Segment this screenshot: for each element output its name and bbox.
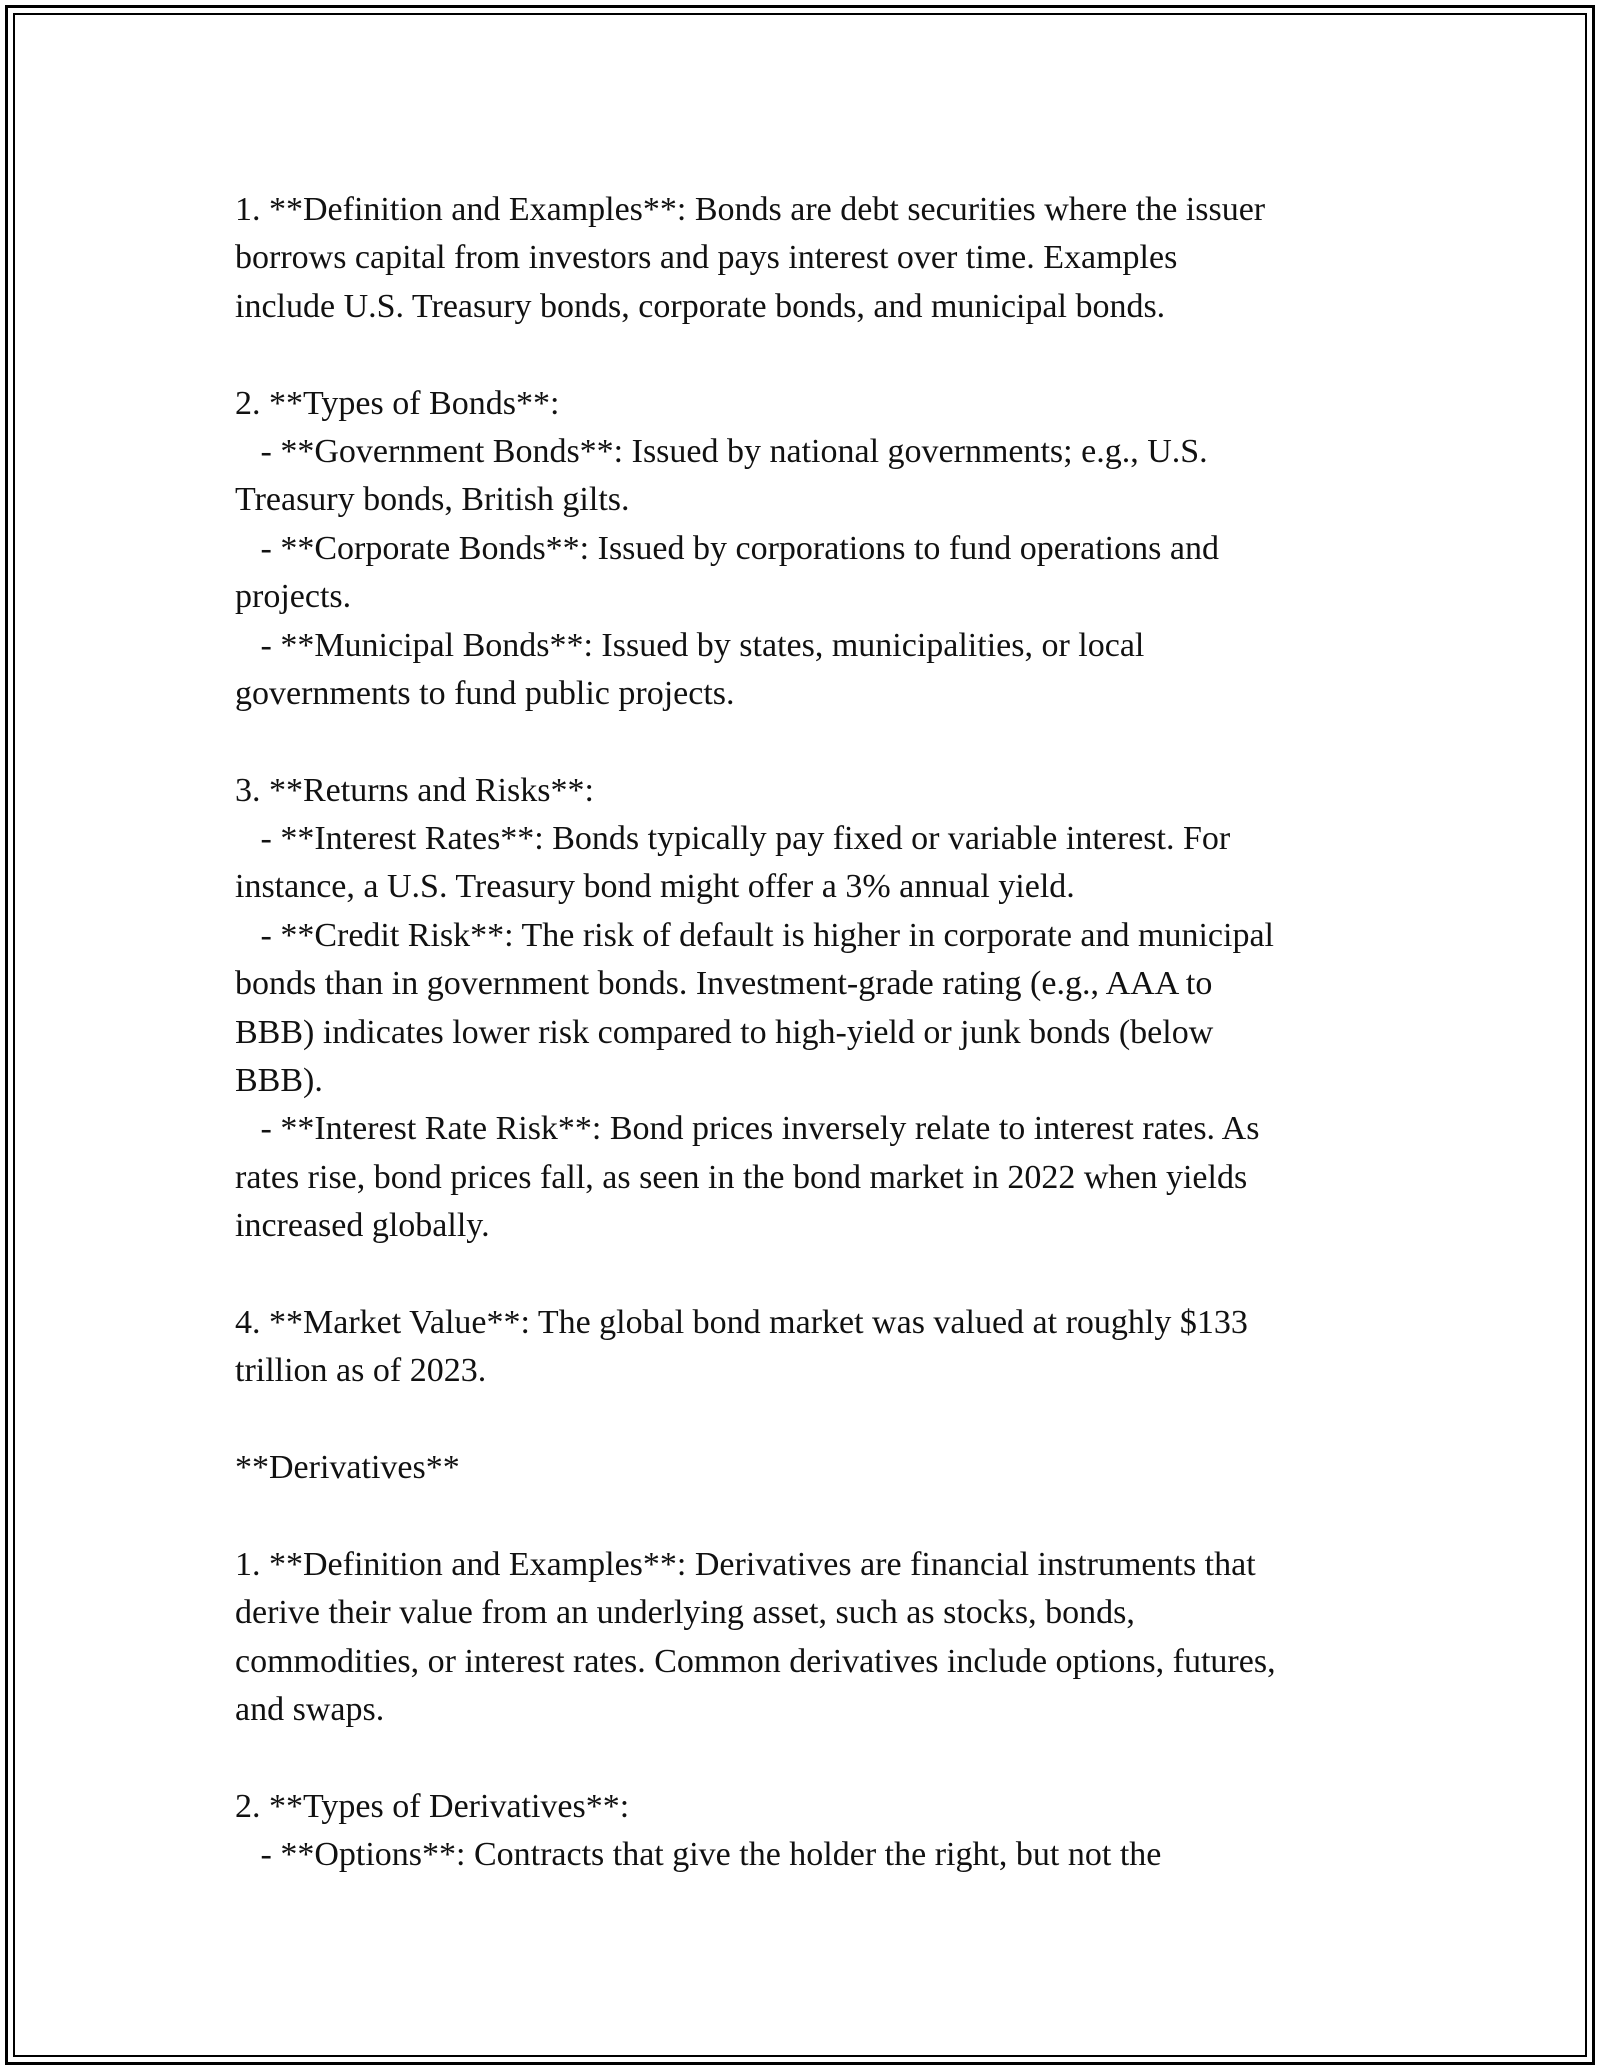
text-line: include U.S. Treasury bonds, corporate bonds, and municipal bonds. [235,287,1166,325]
text-line: - **Credit Risk**: The risk of default is higher in corporate and municipal [235,916,1274,954]
text-line: 3. **Returns and Risks**: [235,771,594,809]
text-line: - **Corporate Bonds**: Issued by corporations to fund operations and [235,529,1219,567]
paragraph-market-value [235,1299,1370,1396]
document-body [235,186,1370,1880]
paragraph-spacer [235,1251,1370,1299]
paragraph-spacer [235,1735,1370,1783]
text-line: BBB). [235,1062,323,1100]
text-line: bonds than in government bonds. Investment-grade rating (e.g., AAA to [235,965,1213,1003]
paragraph-returns-risks [235,767,1370,1251]
text-line: 4. **Market Value**: The global bond market was valued at roughly $133 [235,1303,1248,1341]
text-line: trillion as of 2023. [235,1352,487,1390]
text-line: 2. **Types of Derivatives**: [235,1787,630,1825]
text-line: - **Government Bonds**: Issued by national governments; e.g., U.S. [235,432,1208,470]
text-line: - **Municipal Bonds**: Issued by states, municipalities, or local [235,626,1145,664]
text-line: derive their value from an underlying asset, such as stocks, bonds, [235,1594,1135,1632]
paragraph-spacer [235,331,1370,379]
text-line: and swaps. [235,1691,385,1729]
text-line: governments to fund public projects. [235,674,735,712]
paragraph-bonds-definition [235,186,1370,331]
text-line: rates rise, bond prices fall, as seen in the bond market in 2022 when yields [235,1158,1248,1196]
text-line: - **Interest Rates**: Bonds typically pay fixed or variable interest. For [235,820,1231,858]
text-line: - **Options**: Contracts that give the holder the right, but not the [235,1836,1162,1874]
text-line: 1. **Definition and Examples**: Bonds are debt securities where the issuer [235,191,1266,228]
text-line: commodities, or interest rates. Common derivatives include options, futures, [235,1642,1276,1680]
text-line: instance, a U.S. Treasury bond might offer a 3% annual yield. [235,868,1075,906]
text-line: - **Interest Rate Risk**: Bond prices inversely relate to interest rates. As [235,1110,1260,1148]
paragraph-bond-types [235,380,1370,719]
text-line: projects. [235,578,352,616]
text-line: Treasury bonds, British gilts. [235,481,630,519]
text-line: 1. **Definition and Examples**: Derivatives are financial instruments that [235,1545,1256,1583]
paragraph-spacer [235,1493,1370,1541]
paragraph-spacer [235,1396,1370,1444]
text-line: increased globally. [235,1207,490,1245]
text-line: **Derivatives** [235,1449,460,1487]
text-line: borrows capital from investors and pays interest over time. Examples [235,239,1178,277]
text-line: 2. **Types of Bonds**: [235,384,560,422]
paragraph-spacer [235,718,1370,766]
section-heading-derivatives [235,1444,1370,1492]
paragraph-derivatives-definition [235,1541,1370,1735]
paragraph-derivative-types [235,1783,1370,1880]
text-line: BBB) indicates lower risk compared to high-yield or junk bonds (below [235,1013,1214,1051]
